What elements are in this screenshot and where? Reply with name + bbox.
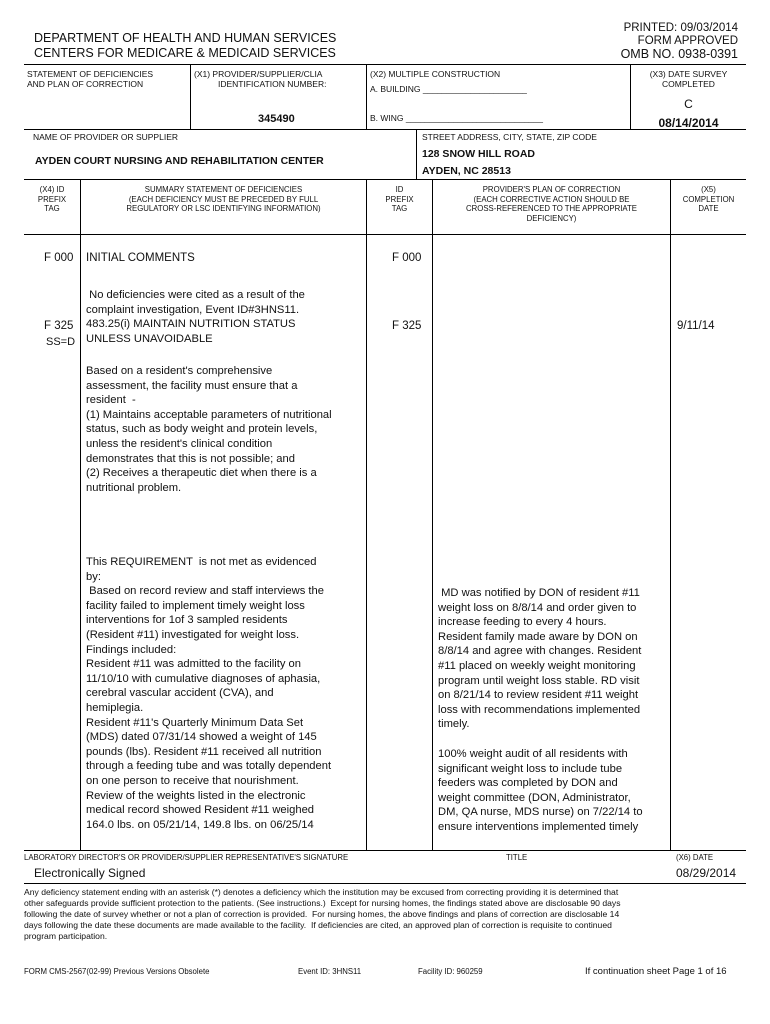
x2-label: (X2) MULTIPLE CONSTRUCTION: [370, 69, 501, 79]
vline-col-3: [432, 179, 433, 850]
initial-comments: INITIAL COMMENTS: [86, 252, 195, 264]
signature-top-border: [24, 850, 746, 851]
agency-name: CENTERS FOR MEDICARE & MEDICAID SERVICES: [34, 46, 336, 60]
page-indicator: If continuation sheet Page 1 of 16: [585, 966, 727, 977]
department-name: DEPARTMENT OF HEALTH AND HUMAN SERVICES: [34, 31, 337, 45]
provider-number: 345490: [258, 113, 295, 125]
x3-label: (X3) DATE SURVEY COMPLETED: [649, 69, 728, 89]
facility-id: Facility ID: 960259: [418, 967, 483, 976]
wing-label: B. WING _____________________________: [370, 113, 543, 123]
id-tag-f000: F 000: [392, 252, 422, 264]
id-tag-f325: F 325: [392, 320, 422, 332]
address-label: STREET ADDRESS, CITY, STATE, ZIP CODE: [422, 132, 597, 142]
header-bottom-border: [24, 234, 746, 235]
plan-block-1: MD was notified by DON of resident #11 weight loss on 8/8/14 and order given to increase feeding to every 4 hours. Resident family made aware by DON on 8/8/14 and agree with changes. Resident #11 placed on weekly weight monitoring program until weight loss stable. RD visit on 8/21/14 to review resident #11 weight loss with recommendations implemented timely.: [438, 587, 642, 731]
summary-block-1: No deficiencies were cited as a result of the complaint investigation, Event ID#3HNS11. 483.25(i) MAINTAIN NUTRITION STATUS UNLESS UNAVOIDABLE: [86, 289, 305, 345]
signature-value: Electronically Signed: [34, 866, 146, 880]
x1-label: (X1) PROVIDER/SUPPLIER/CLIA IDENTIFICATION NUMBER:: [194, 69, 327, 89]
form-info-header: [621, 22, 738, 61]
x4-header: (X4) ID PREFIX TAG: [37, 185, 67, 213]
building-label: A. BUILDING ______________________: [370, 84, 527, 94]
printed-date: PRINTED: 09/03/2014: [623, 22, 738, 34]
signature-bottom-border: [24, 883, 746, 884]
id-header: ID PREFIX TAG: [385, 185, 414, 213]
address-line-2: AYDEN, NC 28513: [422, 165, 511, 177]
summary-block-3: This REQUIREMENT is not met as evidenced by: Based on record review and staff interviews the facility failed to implement timely weight loss interventions for 1of 3 sampled residents (Resident #11) investigated for weight loss. Findings included: Resident #11 was admitted to the facility on 11/10/10 with cumulative diagnoses of aphasia, cerebral vascular accident (CVA), and hemiplegia. Resident #11's Quarterly Minimum Data Set (MDS) dated 07/31/14 showed a weight of 145 pounds (lbs). Resident #11 received all nutrition through a feeding tube and was totally dependent on one person to receive that nourishment. Review of the weights listed in the electronic medical record showed Resident #11 weighed 164.0 lbs. on 05/21/14, 149.8 lbs. on 06/25/14: [86, 556, 332, 831]
summary-block-2: Based on a resident's comprehensive assessment, the facility must ensure that a resident - (1) Maintains acceptable parameters of nutritional status, such as body weight and protein levels, unless the resident's clinical condition demonstrates that this is not possible; and (2) Receives a therapeutic diet when there is a nutritional problem.: [86, 365, 332, 494]
agency-header: [34, 31, 336, 61]
row-divider-2: [24, 179, 746, 180]
survey-date: 08/14/2014: [658, 116, 719, 130]
disclaimer-text: Any deficiency statement ending with an asterisk (*) denotes a deficiency which the institution may be excused from correcting providing it is determined that other safeguards provide sufficient protection to the patients. (See instructions.) Except for nursing homes, the findings stated above are disclosable 90 days following the date of survey whether or not a plan of correction is provided. For nursing homes, the above findings and plans of correction are disclosable 14 days following the date these documents are made available to the facility. If deficiencies are cited, an approved plan of correction is requisite to continued program participation.: [24, 887, 621, 941]
plan-header: PROVIDER'S PLAN OF CORRECTION (EACH CORRECTIVE ACTION SHOULD BE CROSS-REFERENCED TO THE APPROPRIATE DEFICIENCY): [466, 185, 637, 223]
vline-x1: [190, 64, 191, 129]
plan-block-2: 100% weight audit of all residents with significant weight loss to include tube feeders was completed by DON and weight committee (DON, Administrator, DM, QA nurse, MDS nurse) on 7/22/14 to ensure interventions implemented timely: [438, 748, 643, 833]
event-id: Event ID: 3HNS11: [298, 967, 362, 976]
tag-f325: F 325: [44, 320, 74, 332]
vline-col-4: [670, 179, 671, 850]
form-approved: FORM APPROVED: [637, 35, 738, 47]
omb-number: OMB NO. 0938-0391: [620, 47, 738, 61]
x6-date-label: (X6) DATE: [676, 853, 714, 862]
address-line-1: 128 SNOW HILL ROAD: [422, 148, 535, 160]
severity-scope: SS=D: [46, 336, 76, 348]
vline-col-1: [80, 179, 81, 850]
provider-name: AYDEN COURT NURSING AND REHABILITATION CENTER: [35, 155, 324, 167]
survey-code: C: [684, 97, 693, 111]
signature-label: LABORATORY DIRECTOR'S OR PROVIDER/SUPPLIER REPRESENTATIVE'S SIGNATURE: [24, 853, 349, 862]
form-id: FORM CMS-2567(02-99) Previous Versions Obsolete: [24, 967, 210, 976]
vline-address: [416, 129, 417, 179]
vline-x2: [366, 64, 367, 129]
provider-name-label: NAME OF PROVIDER OR SUPPLIER: [33, 132, 178, 142]
tag-f000: F 000: [44, 252, 74, 264]
top-border: [24, 64, 746, 65]
vline-col-2: [366, 179, 367, 850]
signature-date: 08/29/2014: [676, 866, 737, 880]
completion-date: 9/11/14: [677, 320, 715, 332]
title-label: TITLE: [506, 853, 528, 862]
statement-label: STATEMENT OF DEFICIENCIES AND PLAN OF CORRECTION: [27, 69, 154, 89]
x5-header: (X5) COMPLETION DATE: [682, 185, 735, 213]
summary-header: SUMMARY STATEMENT OF DEFICIENCIES (EACH DEFICIENCY MUST BE PRECEDED BY FULL REGULATORY OR LSC IDENTIFYING INFORMATION): [126, 185, 321, 213]
